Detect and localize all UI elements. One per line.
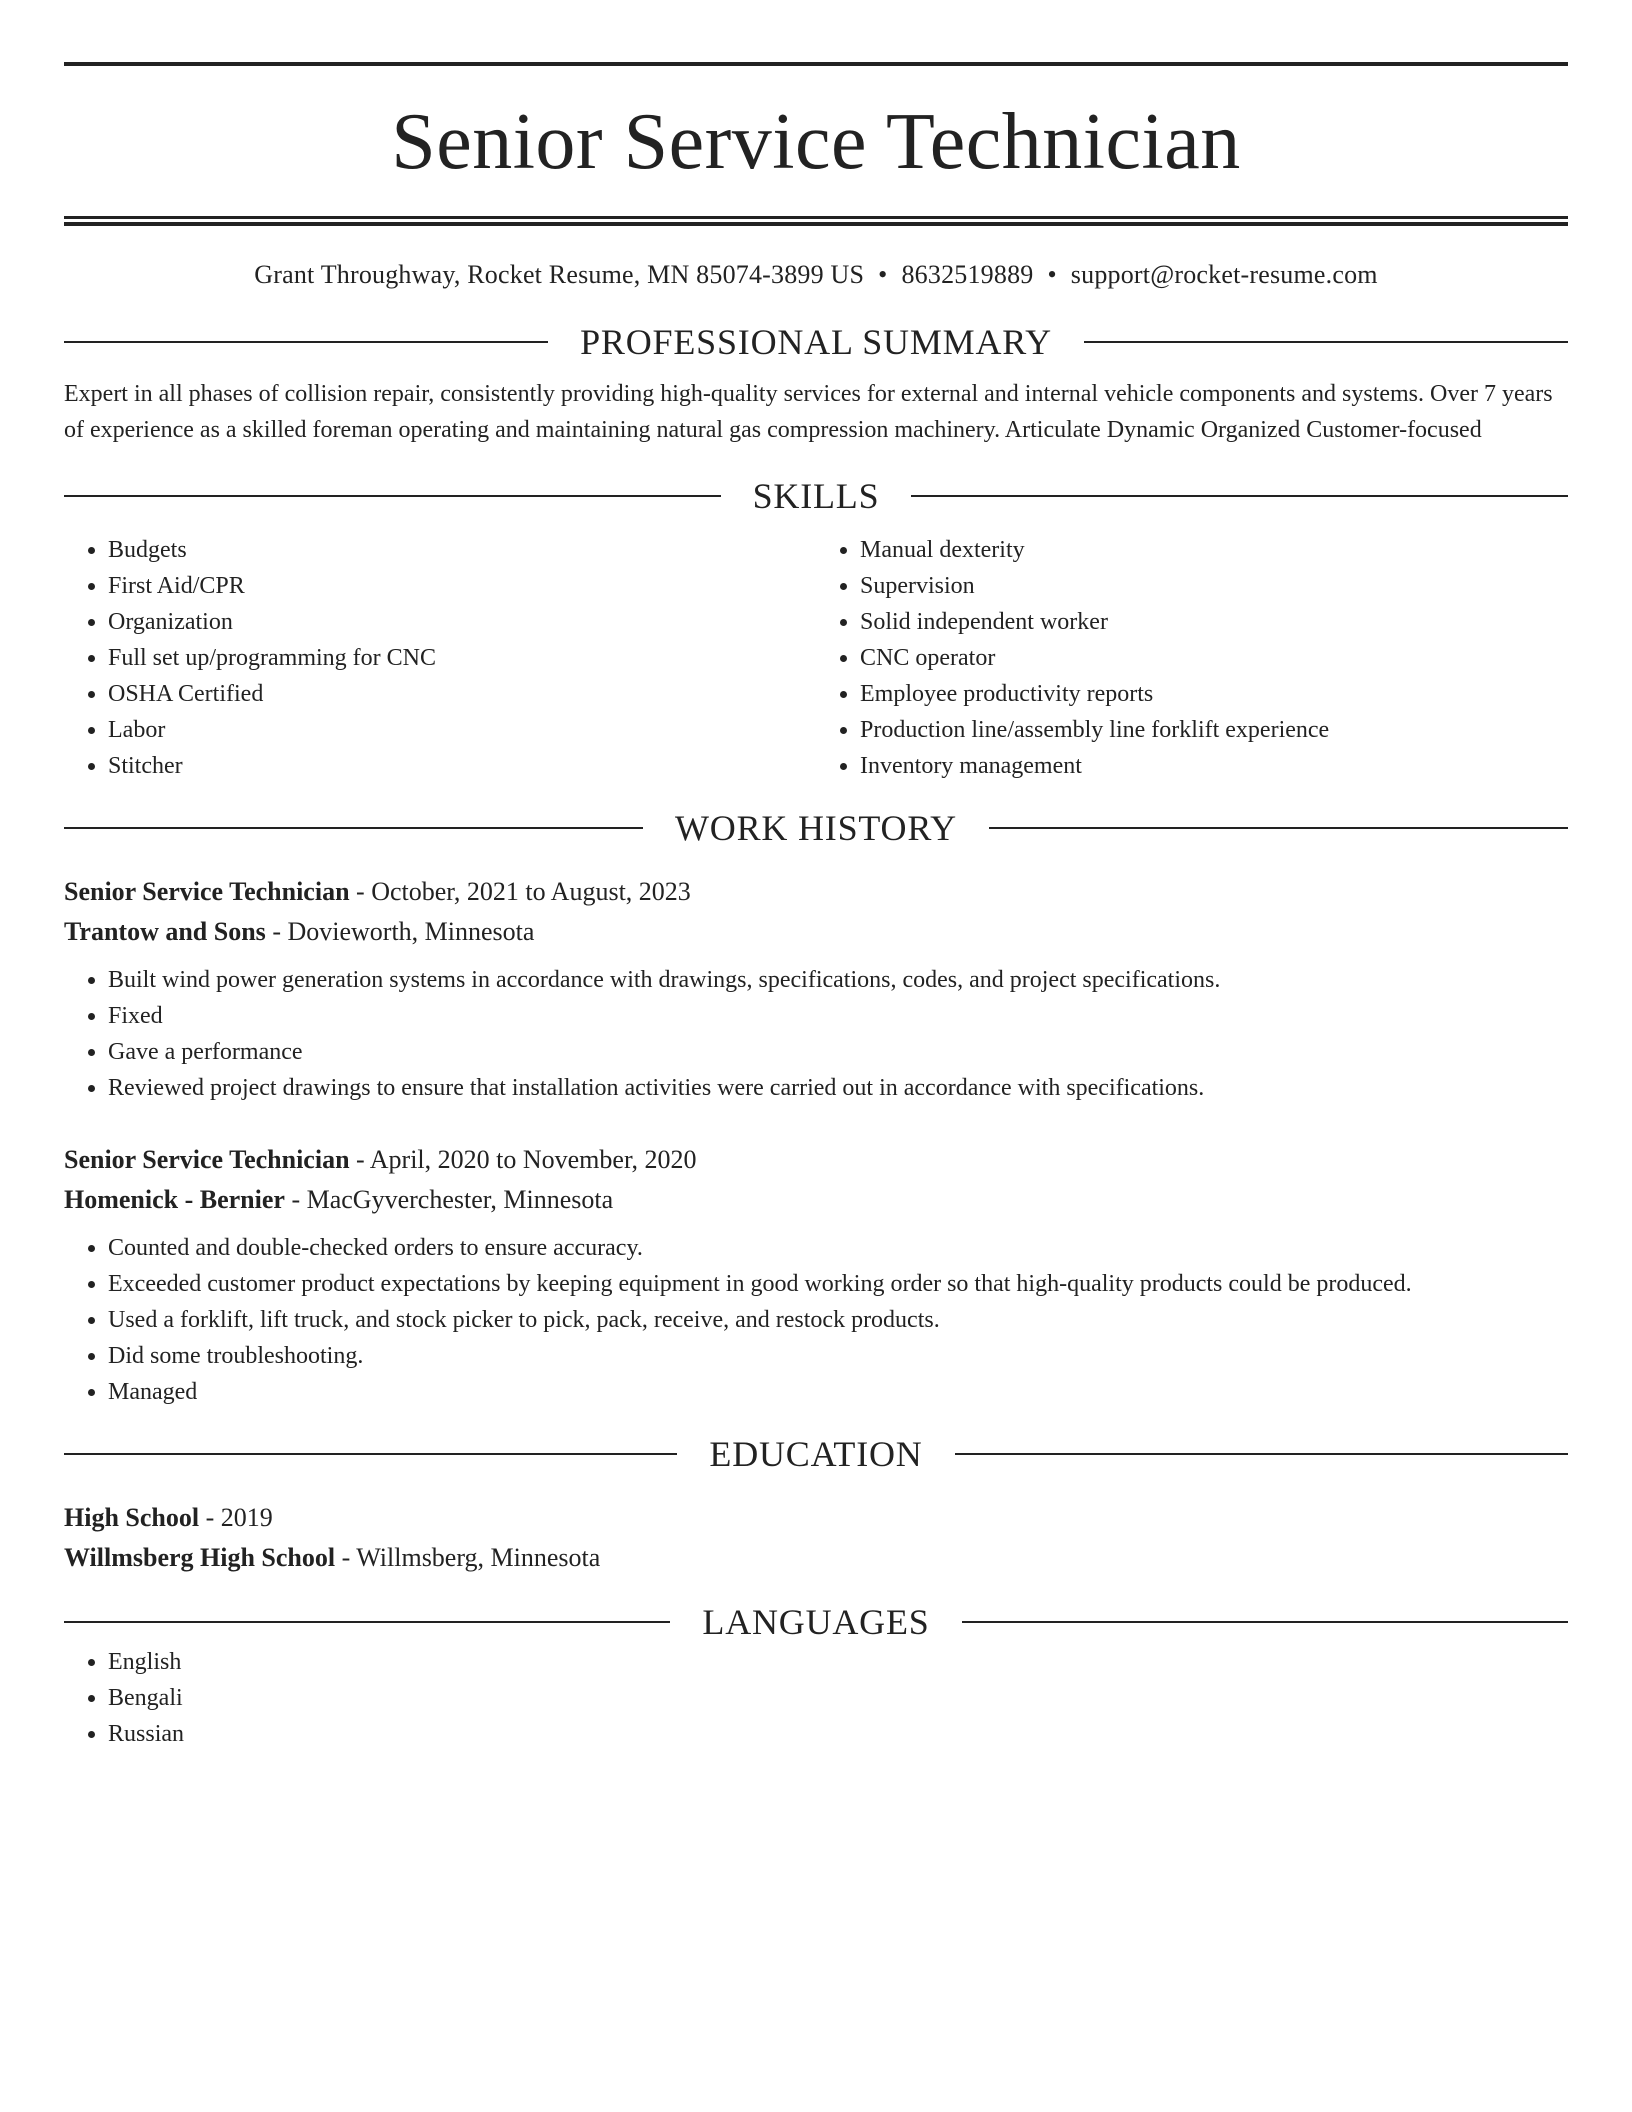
job-entry (64, 872, 1568, 1106)
section-heading-languages (64, 1600, 1568, 1644)
education-year: - 2019 (199, 1503, 273, 1532)
heading-rule-right (911, 495, 1568, 497)
education-location: - Willmsberg, Minnesota (335, 1543, 601, 1572)
skill-item: • Inventory management (860, 748, 1568, 784)
job-duty: • Built wind power generation systems in accordance with drawings, specifications, codes, and project specifications. (108, 962, 1568, 998)
skill-item: • Labor (108, 712, 816, 748)
section-heading-work-history (64, 806, 1568, 850)
resume-title: Senior Service Technician (391, 98, 1241, 186)
skills-list-left (64, 532, 816, 784)
skill-item: • First Aid/CPR (108, 568, 816, 604)
heading-rule-right (955, 1453, 1568, 1455)
skill-item: • Production line/assembly line forklift experience (860, 712, 1568, 748)
job-location: - Dovieworth, Minnesota (265, 917, 535, 946)
job-company: Homenick - Bernier (64, 1185, 285, 1214)
section-title: EDUCATION (709, 1434, 923, 1474)
language-item: • Bengali (108, 1680, 1568, 1716)
skills-grid (64, 532, 1568, 784)
skill-item: • Solid independent worker (860, 604, 1568, 640)
job-entry (64, 1140, 1568, 1410)
heading-rule-left (64, 341, 548, 343)
heading-rule-right (989, 827, 1568, 829)
header-top-rule (64, 62, 1568, 66)
section-heading-skills (64, 474, 1568, 518)
section-heading-education (64, 1432, 1568, 1476)
skill-item: • Supervision (860, 568, 1568, 604)
heading-rule-right (1084, 341, 1568, 343)
language-item: • English (108, 1644, 1568, 1680)
heading-rule-right (962, 1621, 1568, 1623)
job-duty: • Used a forklift, lift truck, and stock picker to pick, pack, receive, and restock products. (108, 1302, 1568, 1338)
job-duty: • Reviewed project drawings to ensure that installation activities were carried out in accordance with specifications. (108, 1070, 1568, 1106)
skill-item: • Employee productivity reports (860, 676, 1568, 712)
job-title-line (64, 872, 1568, 912)
job-company-line (64, 912, 1568, 952)
skill-item: • CNC operator (860, 640, 1568, 676)
job-duties-list (64, 1230, 1568, 1410)
job-title: Senior Service Technician (64, 1145, 350, 1174)
heading-rule-left (64, 495, 721, 497)
section-title: PROFESSIONAL SUMMARY (580, 322, 1052, 362)
skill-item: • Stitcher (108, 748, 816, 784)
job-dates: - October, 2021 to August, 2023 (349, 877, 691, 906)
job-duties-list (64, 962, 1568, 1106)
education-entry (64, 1498, 1568, 1578)
header-double-rule (64, 216, 1568, 226)
job-duty: • Fixed (108, 998, 1568, 1034)
language-item: • Russian (108, 1716, 1568, 1752)
job-duty: • Managed (108, 1374, 1568, 1410)
languages-list (64, 1644, 1568, 1752)
contact-line (64, 260, 1568, 290)
skill-item: • Organization (108, 604, 816, 640)
contact-separator: • (1047, 260, 1057, 289)
job-duty: • Counted and double-checked orders to ensure accuracy. (108, 1230, 1568, 1266)
skills-column-left (64, 532, 816, 784)
job-company: Trantow and Sons (64, 917, 266, 946)
job-dates: - April, 2020 to November, 2020 (349, 1145, 697, 1174)
education-school-line (64, 1538, 1568, 1578)
section-title: WORK HISTORY (675, 808, 957, 848)
section-title: SKILLS (752, 476, 880, 516)
skill-item: • Budgets (108, 532, 816, 568)
heading-rule-left (64, 1621, 670, 1623)
skill-item: • OSHA Certified (108, 676, 816, 712)
job-company-line (64, 1180, 1568, 1220)
job-title-line (64, 1140, 1568, 1180)
summary-text: Expert in all phases of collision repair, consistently providing high-quality services for external and internal vehicle components and systems. Over 7 years of experience as a skilled foreman operating and maintaining natural gas compression machinery. Articulate Dynamic Organized Customer-focused (64, 381, 1553, 443)
job-location: - MacGyverchester, Minnesota (284, 1185, 614, 1214)
contact-phone: 8632519889 (901, 260, 1034, 289)
contact-separator: • (878, 260, 888, 289)
contact-email: support@rocket-resume.com (1070, 260, 1378, 289)
contact-address: Grant Throughway, Rocket Resume, MN 85074-3899 US (254, 260, 865, 289)
job-duty: • Gave a performance (108, 1034, 1568, 1070)
job-title: Senior Service Technician (64, 877, 350, 906)
education-degree: High School (64, 1503, 200, 1532)
job-duty: • Did some troubleshooting. (108, 1338, 1568, 1374)
job-duty: • Exceeded customer product expectations by keeping equipment in good working order so that high-quality products could be produced. (108, 1266, 1568, 1302)
heading-rule-left (64, 827, 643, 829)
heading-rule-left (64, 1453, 677, 1455)
section-heading-summary (64, 320, 1568, 364)
section-title: LANGUAGES (702, 1602, 930, 1642)
education-degree-line (64, 1498, 1568, 1538)
skill-item: • Manual dexterity (860, 532, 1568, 568)
skills-column-right (816, 532, 1568, 784)
skill-item: • Full set up/programming for CNC (108, 640, 816, 676)
education-school: Willmsberg High School (64, 1543, 336, 1572)
skills-list-right (816, 532, 1568, 784)
